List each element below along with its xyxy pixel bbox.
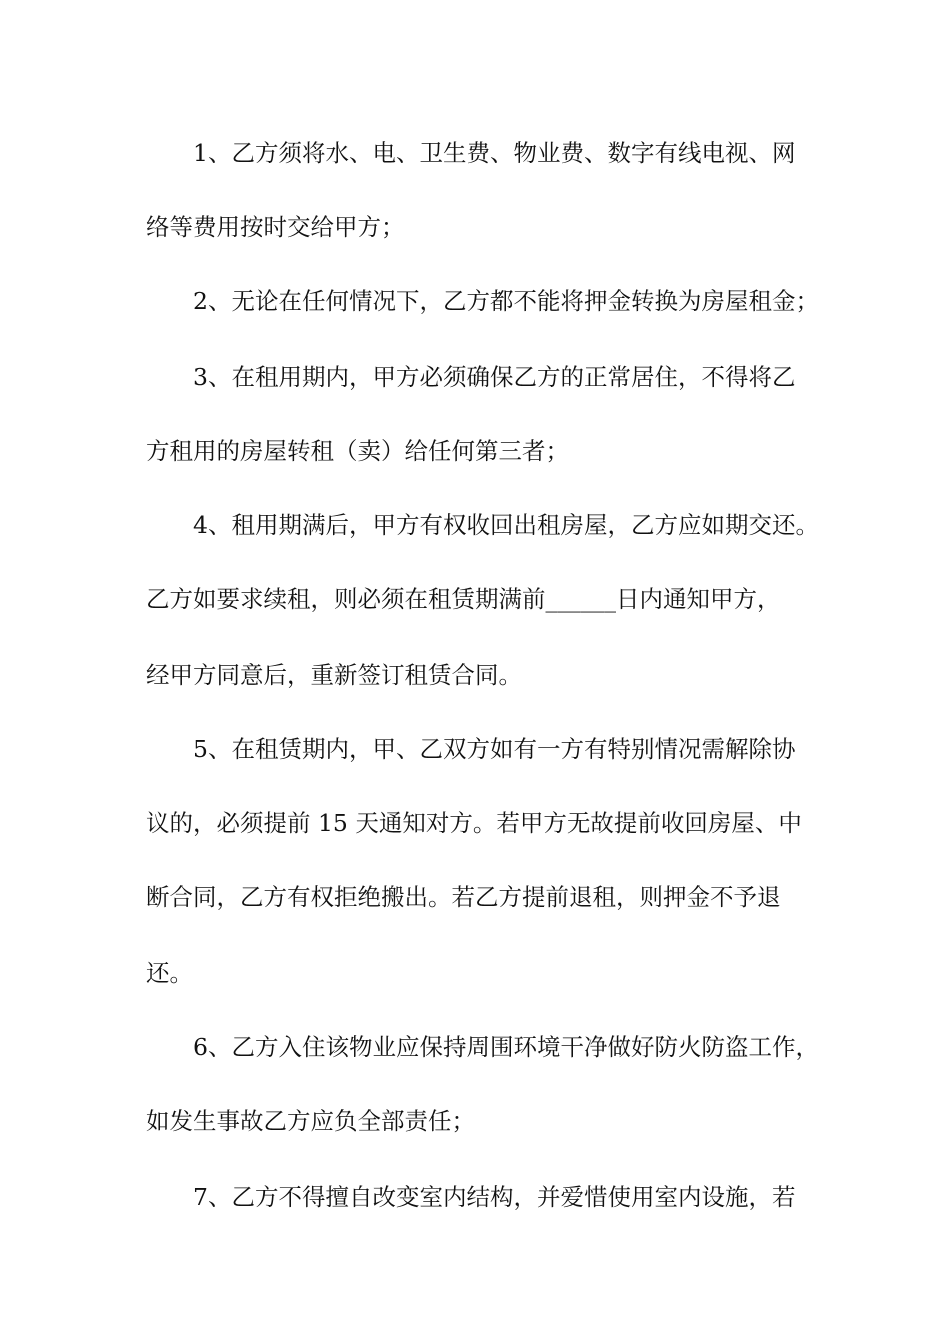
clause-4-line-3: 经甲方同意后，重新签订租赁合同。 — [146, 661, 522, 689]
clause-1-line-2: 络等费用按时交给甲方； — [146, 213, 405, 241]
clause-3-line-1: 3、在租用期内，甲方必须确保乙方的正常居住，不得将乙 — [193, 363, 796, 391]
clause-2-line-1: 2、无论在任何情况下，乙方都不能将押金转换为房屋租金； — [193, 287, 819, 315]
clause-4-line-1: 4、租用期满后，甲方有权收回出租房屋，乙方应如期交还。 — [193, 511, 819, 539]
clause-1-line-1: 1、乙方须将水、电、卫生费、物业费、数字有线电视、网 — [193, 139, 796, 167]
clause-7-line-1: 7、乙方不得擅自改变室内结构，并爱惜使用室内设施，若 — [193, 1183, 796, 1211]
clause-5-line-3: 断合同，乙方有权拒绝搬出。若乙方提前退租，则押金不予退 — [146, 883, 781, 911]
clause-6-line-1: 6、乙方入住该物业应保持周围环境干净做好防火防盗工作， — [193, 1033, 819, 1061]
clause-6-line-2: 如发生事故乙方应负全部责任； — [146, 1107, 475, 1135]
clause-3-line-2: 方租用的房屋转租（卖）给任何第三者； — [146, 437, 569, 465]
clause-5-line-1: 5、在租赁期内，甲、乙双方如有一方有特别情况需解除协 — [193, 735, 796, 763]
clause-4-line-2: 乙方如要求续租，则必须在租赁期满前______日内通知甲方， — [146, 585, 781, 613]
clause-5-line-4: 还。 — [146, 959, 193, 987]
clause-5-line-2: 议的，必须提前 15 天通知对方。若甲方无故提前收回房屋、中 — [146, 809, 802, 837]
